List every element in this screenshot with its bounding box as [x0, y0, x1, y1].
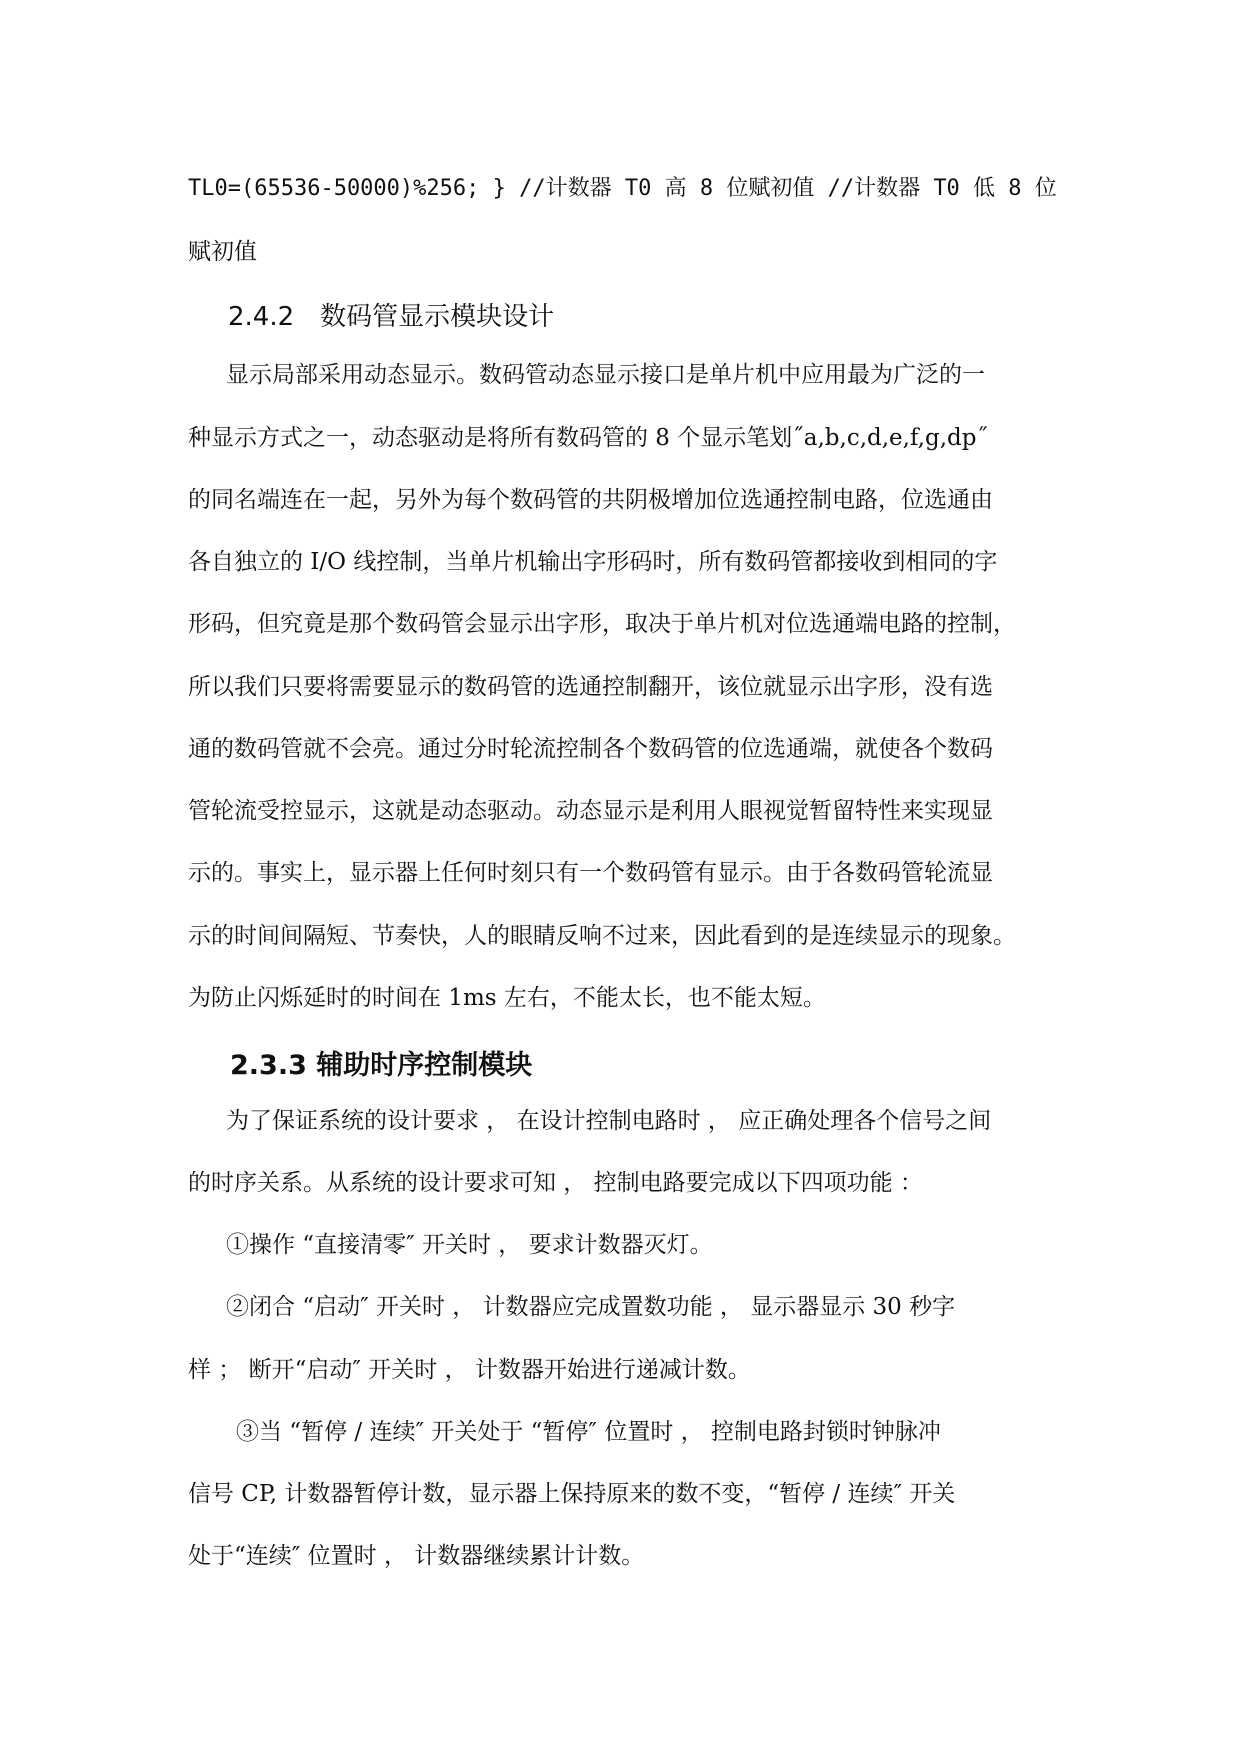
section-heading-2-3-3: 2.3.3 辅助时序控制模块: [230, 1050, 533, 1081]
paragraph-line: 各自独立的 I/O 线控制，当单片机输出字形码时，所有数码管都接收到相同的字: [188, 549, 998, 575]
list-item-3-continued: 处于“连续″ 位置时 ， 计数器继续累计计数。: [188, 1543, 645, 1569]
paragraph-line: 为了保证系统的设计要求 ， 在设计控制电路时 ， 应正确处理各个信号之间: [226, 1108, 992, 1134]
paragraph-line: 显示局部采用动态显示。数码管动态显示接口是单片机中应用最为广泛的一: [226, 362, 985, 388]
paragraph-line: 的时序关系。从系统的设计要求可知 ， 控制电路要完成以下四项功能 ：: [188, 1170, 923, 1196]
section-heading-2-4-2: 2.4.2 数码管显示模块设计: [228, 302, 555, 332]
paragraph-line: 形码，但究竟是那个数码管会显示出字形，取决于单片机对位选通端电路的控制，: [188, 611, 1016, 637]
code-line-continued: 赋初值: [188, 239, 257, 265]
code-line: TL0=(65536-50000)%256; } //计数器 T0 高 8 位赋初值 //计数器 T0 低 8 位: [188, 176, 1057, 201]
paragraph-line: 的同名端连在一起，另外为每个数码管的共阴极增加位选通控制电路，位选通由: [188, 487, 993, 513]
paragraph-line: 管轮流受控显示，这就是动态驱动。动态显示是利用人眼视觉暂留特性来实现显: [188, 798, 993, 824]
paragraph-line: 种显示方式之一，动态驱动是将所有数码管的 8 个显示笔划˝a,b,c,d,e,f,g,dp˝: [188, 425, 988, 451]
paragraph-line: 通的数码管就不会亮。通过分时轮流控制各个数码管的位选通端，就使各个数码: [188, 736, 993, 762]
paragraph-line: 所以我们只要将需要显示的数码管的选通控制翻开，该位就显示出字形，没有选: [188, 674, 993, 700]
list-item-2: ②闭合 “启动″ 开关时 ， 计数器应完成置数功能 ， 显示器显示 30 秒字: [226, 1294, 956, 1320]
list-item-3-continued: 信号 CP, 计数器暂停计数，显示器上保持原来的数不变，“暂停 / 连续″ 开关: [188, 1481, 956, 1507]
paragraph-line: 示的。事实上，显示器上任何时刻只有一个数码管有显示。由于各数码管轮流显: [188, 860, 993, 886]
list-item-3: ③当 “暂停 / 连续″ 开关处于 “暂停″ 位置时 ， 控制电路封锁时钟脉冲: [236, 1419, 941, 1445]
list-item-1: ①操作 “直接清零″ 开关时 ， 要求计数器灭灯。: [226, 1232, 713, 1258]
list-item-2-continued: 样 ； 断开“启动″ 开关时 ， 计数器开始进行递减计数。: [188, 1357, 751, 1383]
paragraph-line: 为防止闪烁延时的时间在 1ms 左右，不能太长，也不能太短。: [188, 985, 826, 1011]
paragraph-line: 示的时间间隔短、节奏快，人的眼睛反响不过来，因此看到的是连续显示的现象。: [188, 923, 1016, 949]
